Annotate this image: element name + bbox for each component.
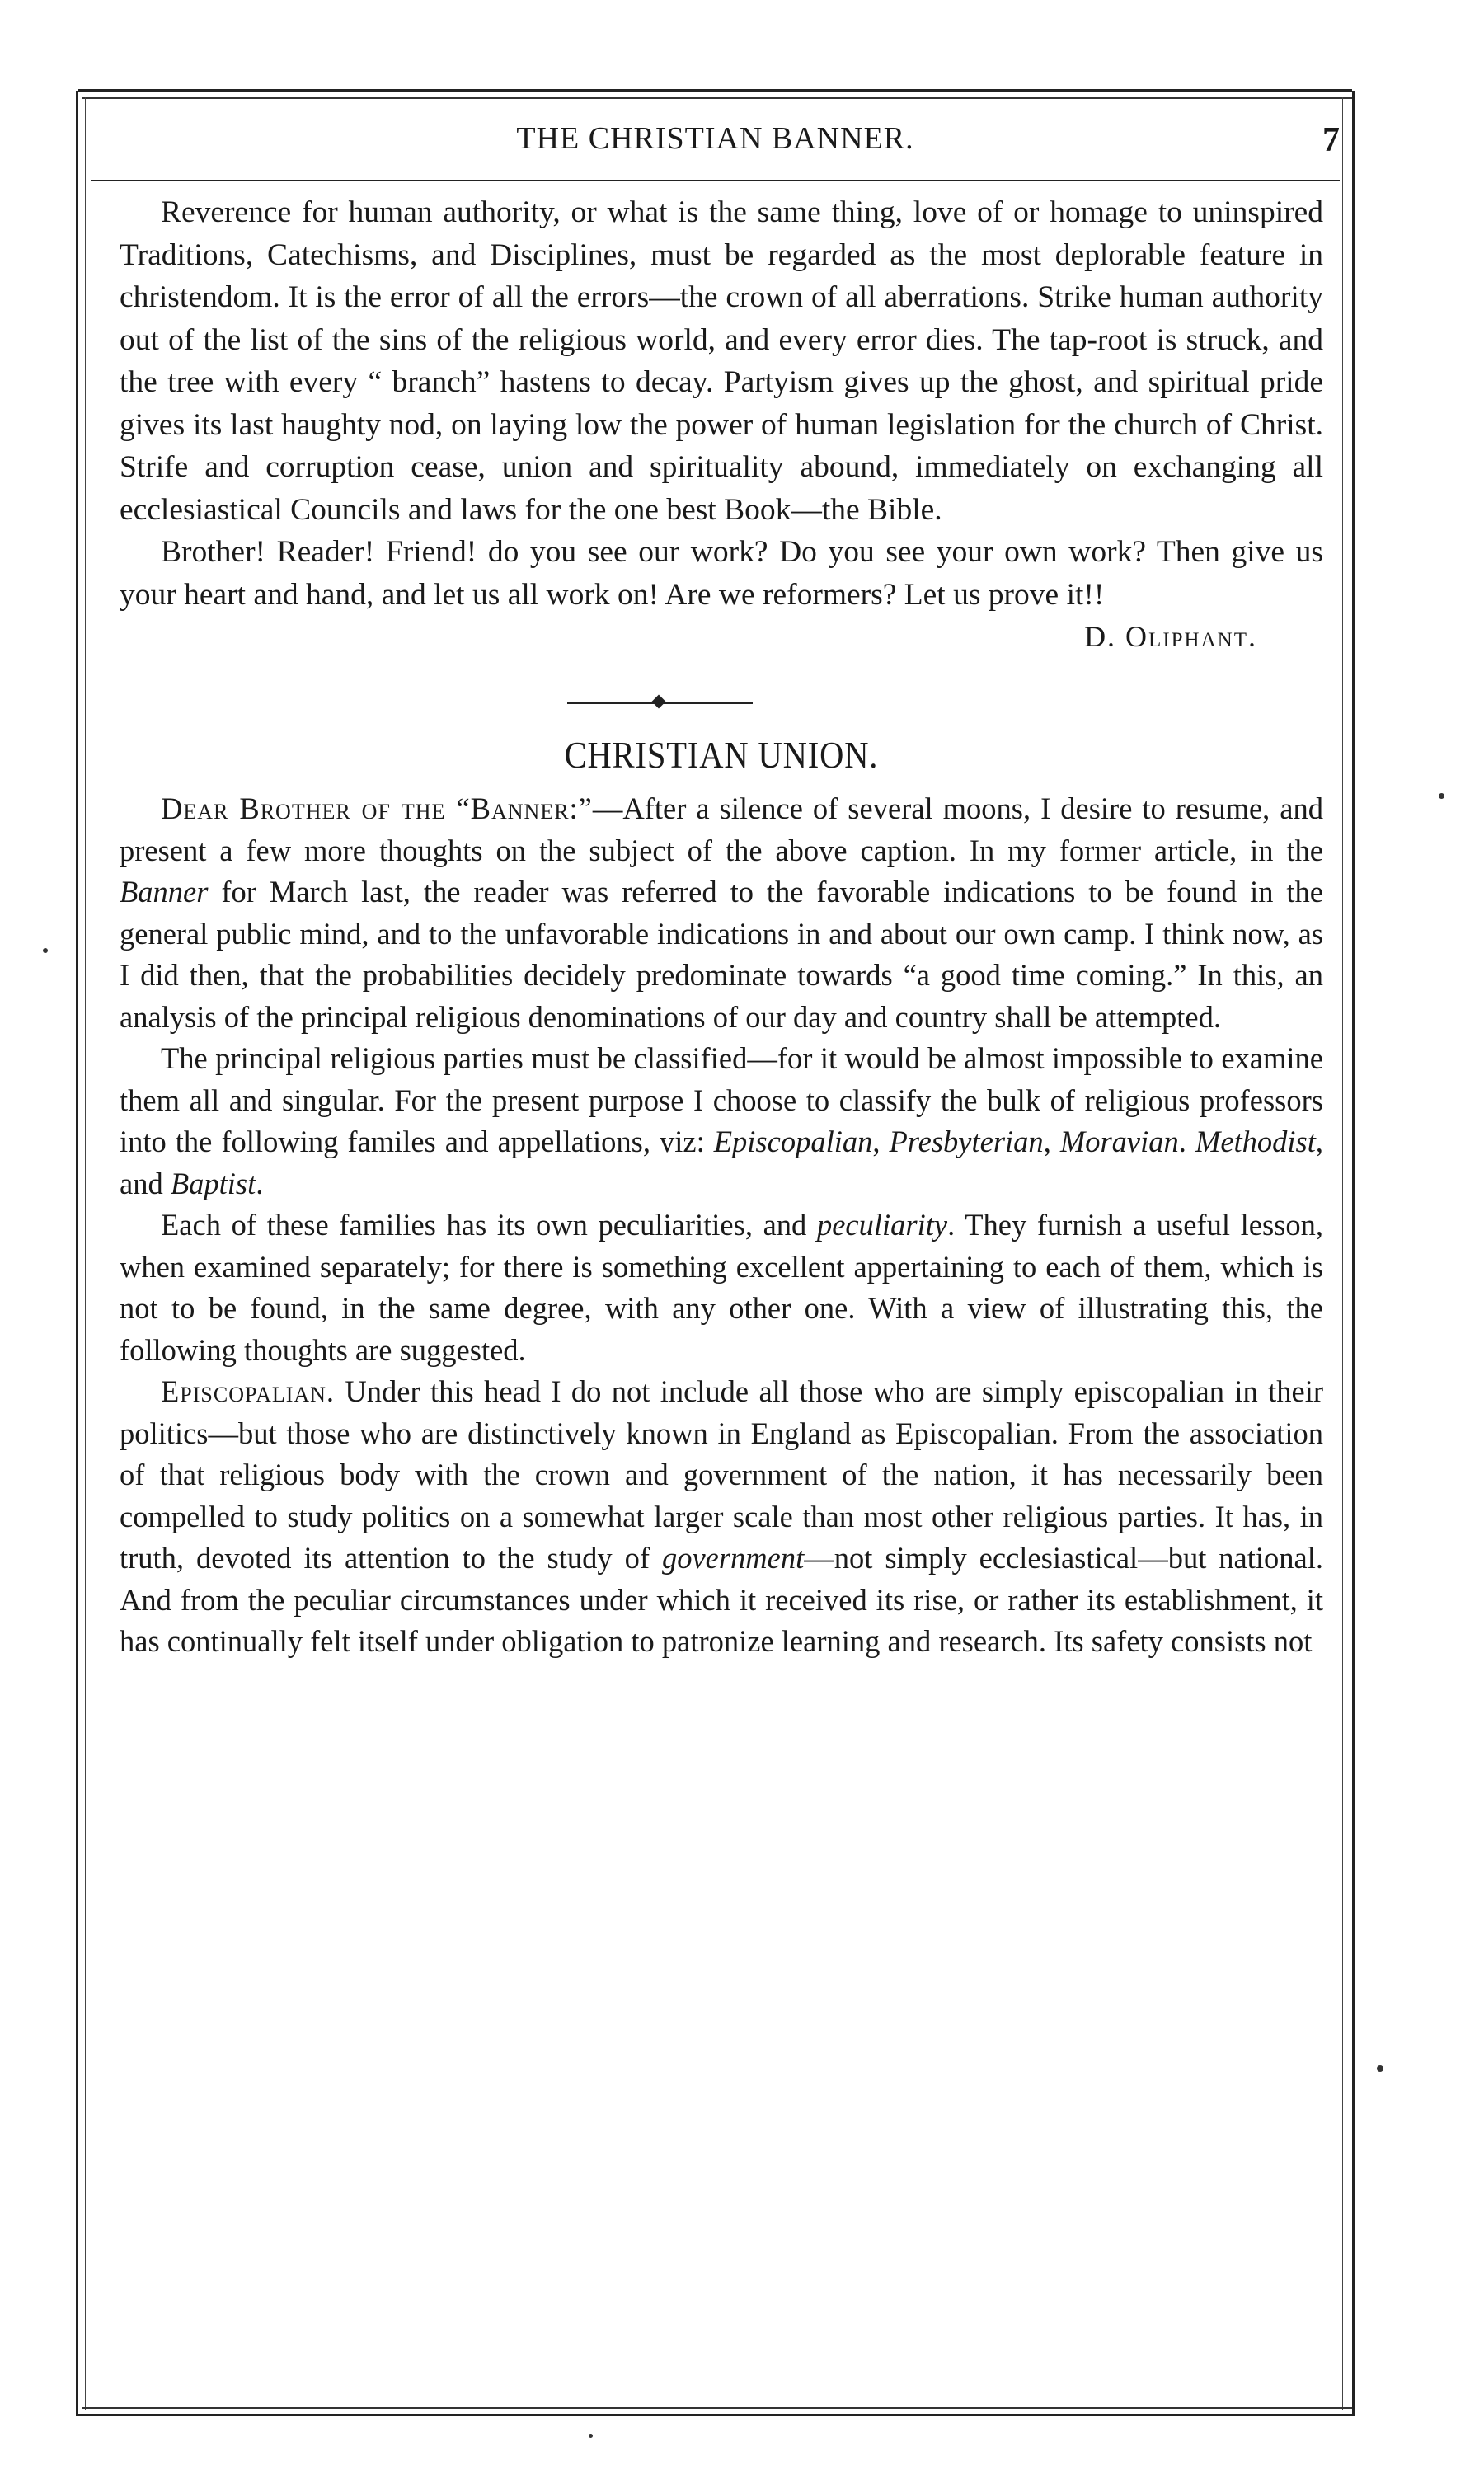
author-signature: D. Oliphant. bbox=[1084, 620, 1257, 653]
header-rule bbox=[91, 180, 1340, 181]
article-paragraph: Brother! Reader! Friend! do you see our work? Do you see your own work? Then give us your heart and hand, and let us all work on! Are we reformers? Let us prove it!! bbox=[120, 535, 1323, 612]
separator: , bbox=[1043, 1125, 1060, 1158]
paragraph-text: Under this head I do not include all those who are simply episcopalian in their politics—but those who are distinctively known in England as Episcopalian. From the association of that religious body with the crown and government of the nation, it has necessarily been compelled to study politics on a somewhat larger scale than most other religious parties. It has, in truth, devoted its attention to the study of bbox=[120, 1374, 1323, 1575]
paragraph-text: . They furnish a useful lesson, when examined separately; for there is something excellent appertaining to each of them, which is not to be found, in the same degree, with any other one. With a view of illustrating this, the following thoughts are suggested. bbox=[120, 1208, 1323, 1367]
separator: . bbox=[256, 1166, 264, 1200]
article-reverence bbox=[120, 191, 1323, 658]
paragraph-text: The principal religious parties must be classified—for it would be almost impossible to examine them all and singular. For the present purpose I choose to classify the bulk of religious professors into the following familes and appellations, viz: bbox=[120, 1041, 1323, 1158]
subsection-lead: Episcopalian. bbox=[161, 1374, 336, 1408]
article-title: CHRISTIAN UNION. bbox=[564, 734, 879, 776]
separator: . bbox=[1178, 1125, 1195, 1158]
print-speck bbox=[43, 948, 48, 953]
separator: , bbox=[872, 1125, 890, 1158]
emphasis-word: government bbox=[661, 1541, 805, 1575]
running-title: THE CHRISTIAN BANNER. bbox=[516, 121, 914, 156]
frame-top-rule bbox=[78, 89, 1352, 92]
page-content bbox=[120, 191, 1323, 1663]
article-paragraph: Reverence for human authority, or what is the same thing, love of or homage to uninspired Traditions, Catechisms, and Disciplines, must be regarded as the most deplorable feature in christendom. It is the error of all the errors—the crown of all aberrations. Strike human authority out of the list of the sins of the religious world, and every error dies. The tap-root is struck, and the tree with every “ branch” hastens to decay. Partyism gives up the ghost, and spiritual pride gives its last haughty nod, on laying low the power of human legislation for the church of Christ. Strife and corruption cease, union and spirituality abound, immediately on exchanging all ecclesiastical Councils and laws for the one best Book—the Bible. bbox=[120, 195, 1323, 527]
print-speck bbox=[589, 2434, 593, 2438]
article-christian-union bbox=[120, 730, 1323, 1663]
frame-bottom-rule-inner bbox=[82, 2407, 1352, 2409]
denomination-name: Methodist bbox=[1195, 1125, 1316, 1158]
frame-top-rule-inner bbox=[82, 97, 1352, 99]
frame-right-rule bbox=[1352, 91, 1355, 2416]
paragraph-text: for March last, the reader was referred to the favorable indications to be found in the general public mind, and to the unfavorable indications in and about our own camp. I think now, as I did then, that the probabilities decidely predominate towards “a good time coming.” In this, an analysis of the principal religious denominations of our day and country shall be attempted. bbox=[120, 875, 1323, 1034]
paragraph-text: —not simply ecclesiastical—but national. And from the peculiar circumstances under which it received its rise, or rather its establishment, it has continually felt itself under obligation to patronize learning and research. Its safety consists not bbox=[120, 1541, 1323, 1658]
frame-right-rule-inner bbox=[1342, 97, 1343, 2410]
paragraph-text: Each of these families has its own peculiarities, and bbox=[161, 1208, 817, 1242]
page-header bbox=[91, 120, 1340, 170]
denomination-name: Presbyterian bbox=[889, 1125, 1044, 1158]
paragraph-text: —After a silence of several moons, I desire to resume, and present a few more thoughts on the subject of the above caption. In my former article, in the bbox=[120, 791, 1323, 867]
denomination-name: Baptist bbox=[170, 1166, 256, 1200]
divider-ornament bbox=[652, 695, 666, 709]
article-paragraph bbox=[120, 1038, 1323, 1204]
frame-left-rule bbox=[76, 91, 78, 2416]
article-paragraph bbox=[120, 788, 1323, 1038]
denomination-name: Episcopalian bbox=[713, 1125, 873, 1158]
frame-left-rule-inner bbox=[85, 97, 86, 2410]
section-divider bbox=[120, 686, 1323, 719]
denomination-name: Moravian bbox=[1059, 1125, 1179, 1158]
frame-bottom-rule bbox=[78, 2414, 1352, 2416]
banner-reference: Banner bbox=[120, 875, 209, 909]
print-speck bbox=[1439, 793, 1444, 799]
page-number: 7 bbox=[1322, 121, 1340, 159]
salutation: Dear Brother of the “Banner:” bbox=[161, 791, 593, 825]
article-paragraph bbox=[120, 1371, 1323, 1663]
print-speck bbox=[1377, 2065, 1383, 2072]
emphasis-word: peculiarity bbox=[816, 1208, 948, 1242]
separator: , and bbox=[120, 1125, 1324, 1200]
article-paragraph bbox=[120, 1204, 1323, 1371]
